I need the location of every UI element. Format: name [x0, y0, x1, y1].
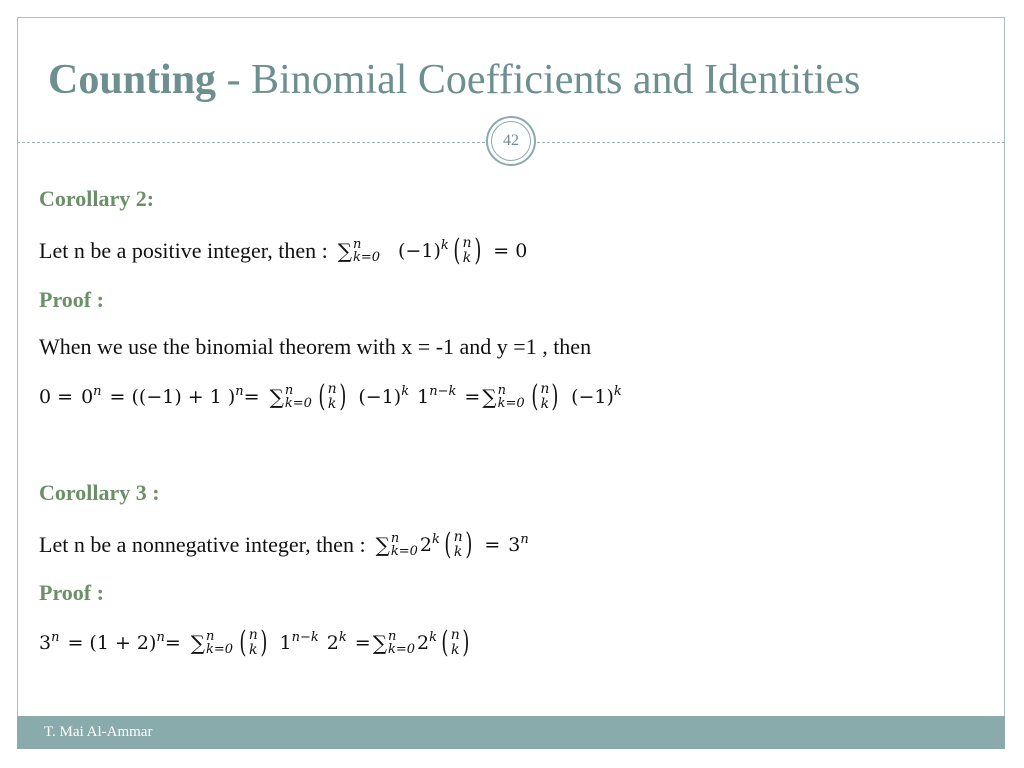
slide-title	[48, 54, 988, 106]
sum-operator: ∑ n k=0	[190, 629, 234, 657]
sum-operator: ∑ n k=0	[482, 383, 525, 411]
sum-operator: ∑ n k=0	[269, 383, 312, 411]
sum-operator: ∑ n k=0	[375, 531, 418, 559]
binomial-coefficient: ( n k )	[318, 379, 347, 414]
corollary-3-formula: ∑ n k=0 2 k ( n k ) = 3 n	[375, 527, 529, 562]
corollary-3-statement-text: Let n be a nonnegative integer, then :	[39, 532, 366, 557]
corollary-2-statement-text: Let n be a positive integer, then :	[39, 238, 328, 263]
sum-operator: ∑ n k=0	[372, 629, 416, 657]
corollary-3-heading: Corollary 3 :	[39, 480, 160, 505]
corollary-2-heading: Corollary 2:	[39, 186, 155, 211]
title-rest: - Binomial Coefficients and Identities	[216, 57, 861, 103]
binomial-coefficient: ( n k )	[441, 625, 470, 660]
corollary-2-proof-label: Proof :	[39, 287, 104, 312]
sum-operator: ∑ n k=0	[337, 237, 381, 265]
corollary-2-proof-equation: 0 = 0 n = ((−1) + 1 ) n = ∑ n k=0 ( n k ) (−1) k 1 n−k = ∑ n k=0 ( n k ) (−1) k	[39, 379, 622, 414]
page-number: 42	[503, 132, 519, 149]
title-bold: Counting	[48, 57, 217, 103]
corollary-2-statement	[39, 233, 528, 268]
corollary-3-statement	[39, 527, 529, 562]
binomial-coefficient: ( n k )	[530, 379, 559, 414]
corollary-3-proof-label: Proof :	[39, 580, 104, 605]
page-number-badge	[486, 116, 536, 166]
binomial-coefficient: ( n k )	[453, 233, 481, 268]
footer-bar	[17, 716, 1005, 749]
corollary-2-formula: ∑ n k=0 (−1) k ( n k ) = 0	[337, 233, 528, 268]
corollary-3-proof-equation: 3 n = (1 + 2) n = ∑ n k=0 ( n k ) 1 n−k 2 k = ∑ n k=0 2 k ( n k )	[39, 628, 473, 658]
binomial-coefficient: ( n k )	[444, 527, 472, 562]
corollary-2-proof-text: When we use the binomial theorem with x = -1 and y =1 , then	[39, 334, 592, 359]
binomial-coefficient: ( n k )	[239, 625, 268, 660]
footer-author: T. Mai Al-Ammar	[44, 724, 153, 740]
